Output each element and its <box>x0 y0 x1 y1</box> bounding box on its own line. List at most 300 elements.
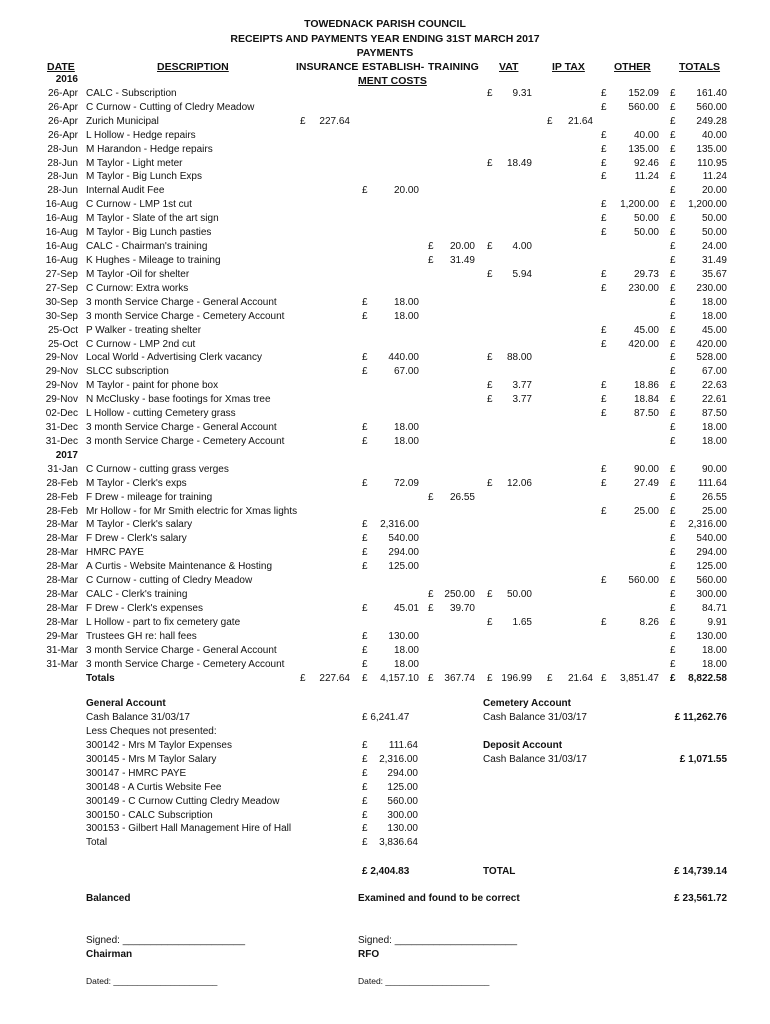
row-total-amount: 560.00 <box>696 575 727 587</box>
row-vat-currency: £ <box>487 616 493 628</box>
row-train-amount: 31.49 <box>449 255 475 266</box>
row-train-currency: £ <box>428 241 434 252</box>
row-other-currency: £ <box>601 463 607 475</box>
row-total-currency: £ <box>670 603 676 614</box>
row-vat-currency: £ <box>487 241 493 252</box>
date-column-header: DATE <box>47 61 75 73</box>
row-other-currency: £ <box>601 171 607 183</box>
row-ip-currency: £ <box>547 672 553 684</box>
cemetery-cash-value: £ 11,262.76 <box>674 712 727 723</box>
row-description: C Curnow - cutting of Cledry Meadow <box>86 575 253 587</box>
row-date: 30-Sep <box>45 296 78 308</box>
council-name: TOWEDNACK PARISH COUNCIL <box>304 18 466 30</box>
row-total-amount: 40.00 <box>701 129 727 141</box>
row-total-currency: £ <box>670 380 676 392</box>
row-total-amount: 67.00 <box>701 366 727 378</box>
row-vat-amount: 9.31 <box>512 87 532 99</box>
row-other-amount: 25.00 <box>633 505 659 517</box>
row-other-amount: 29.73 <box>633 268 659 280</box>
row-est-amount: 130.00 <box>388 630 419 642</box>
row-est-amount: 18.00 <box>393 422 419 433</box>
row-total-amount: 130.00 <box>696 630 727 642</box>
cemetery-account-heading: Cemetery Account <box>483 698 571 709</box>
row-total-amount: 18.00 <box>701 296 727 308</box>
row-vat-amount: 1.65 <box>512 616 532 628</box>
row-description: P Walker - treating shelter <box>86 324 202 336</box>
row-total-currency: £ <box>670 310 676 322</box>
row-total-amount: 18.00 <box>701 658 727 670</box>
row-total-amount: 230.00 <box>696 282 727 294</box>
row-date: 28-Feb <box>46 477 78 489</box>
section-title: PAYMENTS <box>356 47 414 59</box>
rfo-signature-line: Signed: ______________________ <box>358 935 518 946</box>
row-description: L Hollow - part to fix cemetery gate <box>86 616 241 628</box>
row-date: 28-Mar <box>46 603 78 614</box>
row-other-amount: 40.00 <box>633 129 659 141</box>
row-vat-currency: £ <box>487 87 493 99</box>
row-total-amount: 22.63 <box>701 380 727 392</box>
row-date: 16-Aug <box>45 241 78 252</box>
row-est-amount: 125.00 <box>388 561 419 573</box>
row-total-currency: £ <box>670 227 676 239</box>
row-description: M Taylor - paint for phone box <box>86 380 219 392</box>
row-vat-amount: 12.06 <box>506 477 532 489</box>
row-date: 27-Sep <box>45 268 78 280</box>
deposit-cash-value: £ 1,071.55 <box>679 754 727 765</box>
row-description: M Taylor - Slate of the art sign <box>86 213 219 225</box>
row-other-amount: 230.00 <box>628 282 659 294</box>
row-other-amount: 8.26 <box>639 616 659 628</box>
row-other-currency: £ <box>601 199 607 211</box>
cheque-amount: 3,836.64 <box>379 837 418 849</box>
row-ip-currency: £ <box>547 115 553 127</box>
row-train-currency: £ <box>428 672 434 684</box>
row-other-amount: 3,851.47 <box>620 672 659 684</box>
row-description: M Taylor - Light meter <box>86 157 183 169</box>
row-other-currency: £ <box>601 129 607 141</box>
row-total-currency: £ <box>670 268 676 280</box>
row-description: 3 month Service Charge - Cemetery Account <box>86 310 285 322</box>
total-label: TOTAL <box>483 866 516 877</box>
row-est-currency: £ <box>362 296 368 308</box>
row-est-currency: £ <box>362 672 368 684</box>
row-description: C Curnow - LMP 1st cut <box>86 199 192 211</box>
row-total-currency: £ <box>670 143 676 155</box>
row-date: 28-Mar <box>46 575 78 587</box>
row-description: Totals <box>86 672 115 684</box>
insurance-column-header: INSURANCE <box>296 61 359 73</box>
row-est-amount: 72.09 <box>393 477 419 489</box>
row-other-amount: 1,200.00 <box>620 199 659 211</box>
row-total-currency: £ <box>670 157 676 169</box>
row-train-amount: 39.70 <box>449 603 475 614</box>
cheque-label: 300149 - C Curnow Cutting Cledry Meadow <box>86 795 280 807</box>
row-total-currency: £ <box>670 296 676 308</box>
row-total-amount: 135.00 <box>696 143 727 155</box>
row-date: 16-Aug <box>45 213 78 225</box>
cheque-amount: 2,316.00 <box>379 753 418 765</box>
row-other-amount: 135.00 <box>628 143 659 155</box>
row-ins-currency: £ <box>300 115 306 127</box>
row-date: 31-Mar <box>46 658 78 670</box>
row-vat-amount: 50.00 <box>506 589 532 600</box>
report-subtitle: RECEIPTS AND PAYMENTS YEAR ENDING 31ST MARCH 2017 <box>230 33 540 45</box>
row-total-amount: 8,822.58 <box>688 672 727 684</box>
establishment-column-header: ESTABLISH- <box>362 61 425 73</box>
row-other-amount: 87.50 <box>633 408 659 420</box>
row-other-amount: 18.86 <box>633 380 659 392</box>
cheque-amount: 130.00 <box>387 823 418 835</box>
row-ins-amount: 227.64 <box>319 672 350 684</box>
row-date: 02-Dec <box>45 408 78 420</box>
row-est-currency: £ <box>362 603 368 614</box>
row-date: 28-Mar <box>46 616 78 628</box>
row-est-currency: £ <box>362 561 368 573</box>
row-est-currency: £ <box>362 477 368 489</box>
row-vat-amount: 88.00 <box>506 352 532 364</box>
row-est-currency: £ <box>362 435 368 447</box>
row-total-amount: 560.00 <box>696 101 727 113</box>
row-total-amount: 20.00 <box>701 185 727 197</box>
row-description: 3 month Service Charge - Cemetery Account <box>86 435 285 447</box>
row-total-currency: £ <box>670 658 676 670</box>
row-date: 29-Nov <box>45 366 78 378</box>
row-total-currency: £ <box>670 505 676 517</box>
row-other-currency: £ <box>601 268 607 280</box>
row-total-currency: £ <box>670 255 676 266</box>
row-description: F Drew - Clerk's expenses <box>86 603 203 614</box>
row-total-amount: 24.00 <box>701 241 727 252</box>
row-date: 25-Oct <box>47 324 78 336</box>
row-total-amount: 25.00 <box>701 505 727 517</box>
row-description: Zurich Municipal <box>86 115 159 127</box>
row-description: F Drew - mileage for training <box>86 491 213 503</box>
row-total-currency: £ <box>670 101 676 113</box>
row-date: 28-Mar <box>46 519 78 531</box>
row-est-amount: 18.00 <box>393 644 419 656</box>
row-total-amount: 294.00 <box>696 547 727 559</box>
row-train-amount: 26.55 <box>449 491 475 503</box>
row-other-currency: £ <box>601 227 607 239</box>
row-description: M Taylor -Oil for shelter <box>86 268 190 280</box>
row-date: 26-Apr <box>47 115 78 127</box>
row-total-currency: £ <box>670 408 676 420</box>
row-description: M Harandon - Hedge repairs <box>86 143 213 155</box>
totals-column-header: TOTALS <box>679 61 721 73</box>
row-description: CALC - Clerk's training <box>86 589 188 600</box>
row-total-amount: 90.00 <box>701 463 727 475</box>
row-est-amount: 2,316.00 <box>380 519 419 531</box>
row-description: A Curtis - Website Maintenance & Hosting <box>86 561 273 573</box>
row-total-amount: 111.64 <box>697 477 727 489</box>
row-total-amount: 18.00 <box>701 435 727 447</box>
cheque-label: 300145 - Mrs M Taylor Salary <box>86 753 217 765</box>
cheque-amount: 294.00 <box>387 767 418 779</box>
row-date: 28-Mar <box>46 547 78 559</box>
row-date: 27-Sep <box>45 282 78 294</box>
row-total-amount: 50.00 <box>701 227 727 239</box>
chairman-signature-line: Signed: ______________________ <box>86 935 246 946</box>
row-total-amount: 1,200.00 <box>688 199 727 211</box>
description-column-header: DESCRIPTION <box>157 61 229 73</box>
general-cash-label: Cash Balance 31/03/17 <box>86 712 190 723</box>
row-date: 16-Aug <box>45 227 78 239</box>
row-date: 31-Mar <box>46 644 78 656</box>
row-train-amount: 367.74 <box>444 672 475 684</box>
row-total-amount: 18.00 <box>701 310 727 322</box>
row-other-amount: 92.46 <box>633 157 659 169</box>
row-vat-amount: 18.49 <box>506 157 532 169</box>
row-vat-currency: £ <box>487 589 493 600</box>
row-total-currency: £ <box>670 282 676 294</box>
row-description: M Taylor - Clerk's exps <box>86 477 187 489</box>
general-account-heading: General Account <box>86 698 166 709</box>
row-vat-amount: 5.94 <box>512 268 532 280</box>
row-total-amount: 18.00 <box>701 422 727 433</box>
row-total-currency: £ <box>670 394 676 406</box>
row-other-currency: £ <box>601 101 607 113</box>
row-total-currency: £ <box>670 630 676 642</box>
row-est-amount: 294.00 <box>388 547 419 559</box>
row-vat-currency: £ <box>487 268 493 280</box>
row-est-amount: 45.01 <box>393 603 419 614</box>
row-total-currency: £ <box>670 589 676 600</box>
row-description: C Curnow - LMP 2nd cut <box>86 338 196 350</box>
row-other-amount: 90.00 <box>633 463 659 475</box>
cheque-label: 300153 - Gilbert Hall Management Hire of Hall <box>86 823 292 835</box>
row-date: 28-Feb <box>46 505 78 517</box>
row-total-amount: 540.00 <box>696 533 727 545</box>
cheque-currency: £ <box>362 837 368 849</box>
row-est-amount: 67.00 <box>393 366 419 378</box>
row-total-amount: 110.95 <box>697 157 727 169</box>
cheque-amount: 560.00 <box>387 795 418 807</box>
row-vat-amount: 196.99 <box>501 672 532 684</box>
row-ip-amount: 21.64 <box>567 115 593 127</box>
rfo-role: RFO <box>358 949 380 960</box>
row-total-currency: £ <box>670 87 676 99</box>
row-total-amount: 528.00 <box>696 352 727 364</box>
row-date: 2017 <box>55 449 78 461</box>
row-total-currency: £ <box>670 338 676 350</box>
row-date: 29-Nov <box>45 352 78 364</box>
row-ip-amount: 21.64 <box>567 672 593 684</box>
row-total-amount: 45.00 <box>701 324 727 336</box>
row-total-currency: £ <box>670 672 676 684</box>
row-other-currency: £ <box>601 408 607 420</box>
row-description: Local World - Advertising Clerk vacancy <box>86 352 262 364</box>
row-description: 3 month Service Charge - General Account <box>86 296 277 308</box>
row-date: 28-Feb <box>46 491 78 503</box>
row-total-currency: £ <box>670 519 676 531</box>
cheque-label: Total <box>86 837 108 849</box>
row-description: C Curnow - cutting grass verges <box>86 463 229 475</box>
row-date: 28-Jun <box>47 171 78 183</box>
row-other-currency: £ <box>601 157 607 169</box>
row-other-currency: £ <box>601 505 607 517</box>
cheque-currency: £ <box>362 809 368 821</box>
row-other-amount: 45.00 <box>633 324 659 336</box>
chairman-role: Chairman <box>86 949 133 960</box>
row-total-amount: 50.00 <box>701 213 727 225</box>
examined-label: Examined and found to be correct <box>358 893 520 904</box>
row-est-currency: £ <box>362 547 368 559</box>
row-date: 28-Mar <box>46 561 78 573</box>
row-vat-currency: £ <box>487 380 493 392</box>
row-total-currency: £ <box>670 463 676 475</box>
general-cash-value: £ 6,241.47 <box>362 712 410 723</box>
row-total-currency: £ <box>670 435 676 447</box>
cheque-currency: £ <box>362 823 368 835</box>
row-est-amount: 540.00 <box>388 533 419 545</box>
row-total-currency: £ <box>670 241 676 252</box>
row-description: F Drew - Clerk's salary <box>86 533 187 545</box>
cheque-currency: £ <box>362 767 368 779</box>
row-date: 26-Apr <box>47 101 78 113</box>
chairman-date-line: Dated: ______________________ <box>86 976 218 986</box>
row-est-currency: £ <box>362 519 368 531</box>
row-est-amount: 440.00 <box>388 352 419 364</box>
row-other-currency: £ <box>601 616 607 628</box>
row-vat-currency: £ <box>487 477 493 489</box>
row-vat-currency: £ <box>487 672 493 684</box>
row-vat-currency: £ <box>487 394 493 406</box>
deposit-cash-label: Cash Balance 31/03/17 <box>483 754 587 765</box>
row-total-amount: 22.61 <box>701 394 727 406</box>
row-date: 25-Oct <box>47 338 78 350</box>
row-est-amount: 18.00 <box>393 310 419 322</box>
row-date: 28-Mar <box>46 589 78 600</box>
row-other-amount: 11.24 <box>634 171 659 183</box>
row-other-amount: 50.00 <box>633 227 659 239</box>
row-other-currency: £ <box>601 143 607 155</box>
row-total-currency: £ <box>670 171 676 183</box>
row-description: CALC - Chairman's training <box>86 241 208 252</box>
row-total-amount: 35.67 <box>701 268 727 280</box>
row-other-amount: 18.84 <box>633 394 659 406</box>
row-est-amount: 18.00 <box>393 435 419 447</box>
row-est-currency: £ <box>362 366 368 378</box>
cheque-label: 300150 - CALC Subscription <box>86 809 213 821</box>
row-other-currency: £ <box>601 282 607 294</box>
vat-column-header: VAT <box>499 61 519 73</box>
general-net-value: £ 2,404.83 <box>362 866 410 877</box>
row-total-currency: £ <box>670 185 676 197</box>
row-total-amount: 300.00 <box>696 589 727 600</box>
row-other-amount: 27.49 <box>633 477 659 489</box>
training-column-header: TRAINING <box>428 61 479 73</box>
row-date: 16-Aug <box>45 255 78 266</box>
row-total-currency: £ <box>670 616 676 628</box>
row-total-currency: £ <box>670 366 676 378</box>
row-date: 28-Mar <box>46 533 78 545</box>
row-other-amount: 420.00 <box>628 338 659 350</box>
row-other-currency: £ <box>601 213 607 225</box>
row-date: 28-Jun <box>47 157 78 169</box>
row-vat-currency: £ <box>487 157 493 169</box>
row-description: Trustees GH re: hall fees <box>86 630 197 642</box>
row-description: C Curnow - Cutting of Cledry Meadow <box>86 101 255 113</box>
rfo-date-line: Dated: ______________________ <box>358 976 490 986</box>
row-train-currency: £ <box>428 589 434 600</box>
cheque-amount: 300.00 <box>387 809 418 821</box>
iptax-column-header: IP TAX <box>552 61 585 73</box>
row-description: C Curnow: Extra works <box>86 282 189 294</box>
row-total-amount: 161.40 <box>696 87 727 99</box>
row-est-amount: 20.00 <box>393 185 419 197</box>
row-total-currency: £ <box>670 575 676 587</box>
row-total-currency: £ <box>670 352 676 364</box>
row-total-currency: £ <box>670 644 676 656</box>
cemetery-cash-label: Cash Balance 31/03/17 <box>483 712 587 723</box>
row-description: M Taylor - Big Lunch Exps <box>86 171 202 183</box>
row-description: K Hughes - Mileage to training <box>86 255 221 266</box>
row-date: 31-Dec <box>45 435 78 447</box>
row-other-currency: £ <box>601 338 607 350</box>
row-total-amount: 11.24 <box>702 171 727 183</box>
row-date: 28-Jun <box>47 143 78 155</box>
cheque-currency: £ <box>362 781 368 793</box>
row-vat-amount: 3.77 <box>512 380 532 392</box>
row-date: 29-Nov <box>45 380 78 392</box>
row-total-currency: £ <box>670 422 676 433</box>
row-total-currency: £ <box>670 561 676 573</box>
establishment-column-header-2: MENT COSTS <box>358 75 427 87</box>
row-description: CALC - Subscription <box>86 87 177 99</box>
row-train-currency: £ <box>428 491 434 503</box>
row-description: 3 month Service Charge - General Account <box>86 644 277 656</box>
row-total-amount: 9.91 <box>707 616 727 628</box>
row-total-currency: £ <box>670 213 676 225</box>
row-vat-amount: 4.00 <box>512 241 532 252</box>
cheque-currency: £ <box>362 740 368 751</box>
grand-total-value: £ 23,561.72 <box>674 893 727 904</box>
row-est-currency: £ <box>362 630 368 642</box>
balanced-label: Balanced <box>86 893 131 904</box>
row-date: 31-Jan <box>47 463 78 475</box>
row-total-currency: £ <box>670 129 676 141</box>
cheque-label: 300147 - HMRC PAYE <box>86 767 187 779</box>
row-est-amount: 18.00 <box>393 658 419 670</box>
row-est-currency: £ <box>362 422 368 433</box>
row-date: 29-Nov <box>45 394 78 406</box>
row-other-amount: 560.00 <box>628 575 659 587</box>
row-date: 30-Sep <box>45 310 78 322</box>
row-est-currency: £ <box>362 310 368 322</box>
row-description: L Hollow - Hedge repairs <box>86 129 196 141</box>
row-ins-currency: £ <box>300 672 306 684</box>
row-total-amount: 18.00 <box>701 644 727 656</box>
cheque-currency: £ <box>362 753 368 765</box>
row-other-currency: £ <box>601 672 607 684</box>
row-other-currency: £ <box>601 87 607 99</box>
row-total-amount: 31.49 <box>701 255 727 266</box>
row-date: 28-Jun <box>47 185 78 197</box>
row-est-currency: £ <box>362 658 368 670</box>
row-est-amount: 18.00 <box>393 296 419 308</box>
row-other-currency: £ <box>601 477 607 489</box>
row-est-currency: £ <box>362 185 368 197</box>
row-date: 2016 <box>55 74 78 85</box>
row-total-amount: 2,316.00 <box>688 519 727 531</box>
row-other-currency: £ <box>601 575 607 587</box>
row-date: 31-Dec <box>45 422 78 433</box>
row-other-amount: 152.09 <box>628 87 659 99</box>
row-vat-currency: £ <box>487 352 493 364</box>
row-description: Internal Audit Fee <box>86 185 165 197</box>
cheque-currency: £ <box>362 795 368 807</box>
row-total-amount: 420.00 <box>696 338 727 350</box>
